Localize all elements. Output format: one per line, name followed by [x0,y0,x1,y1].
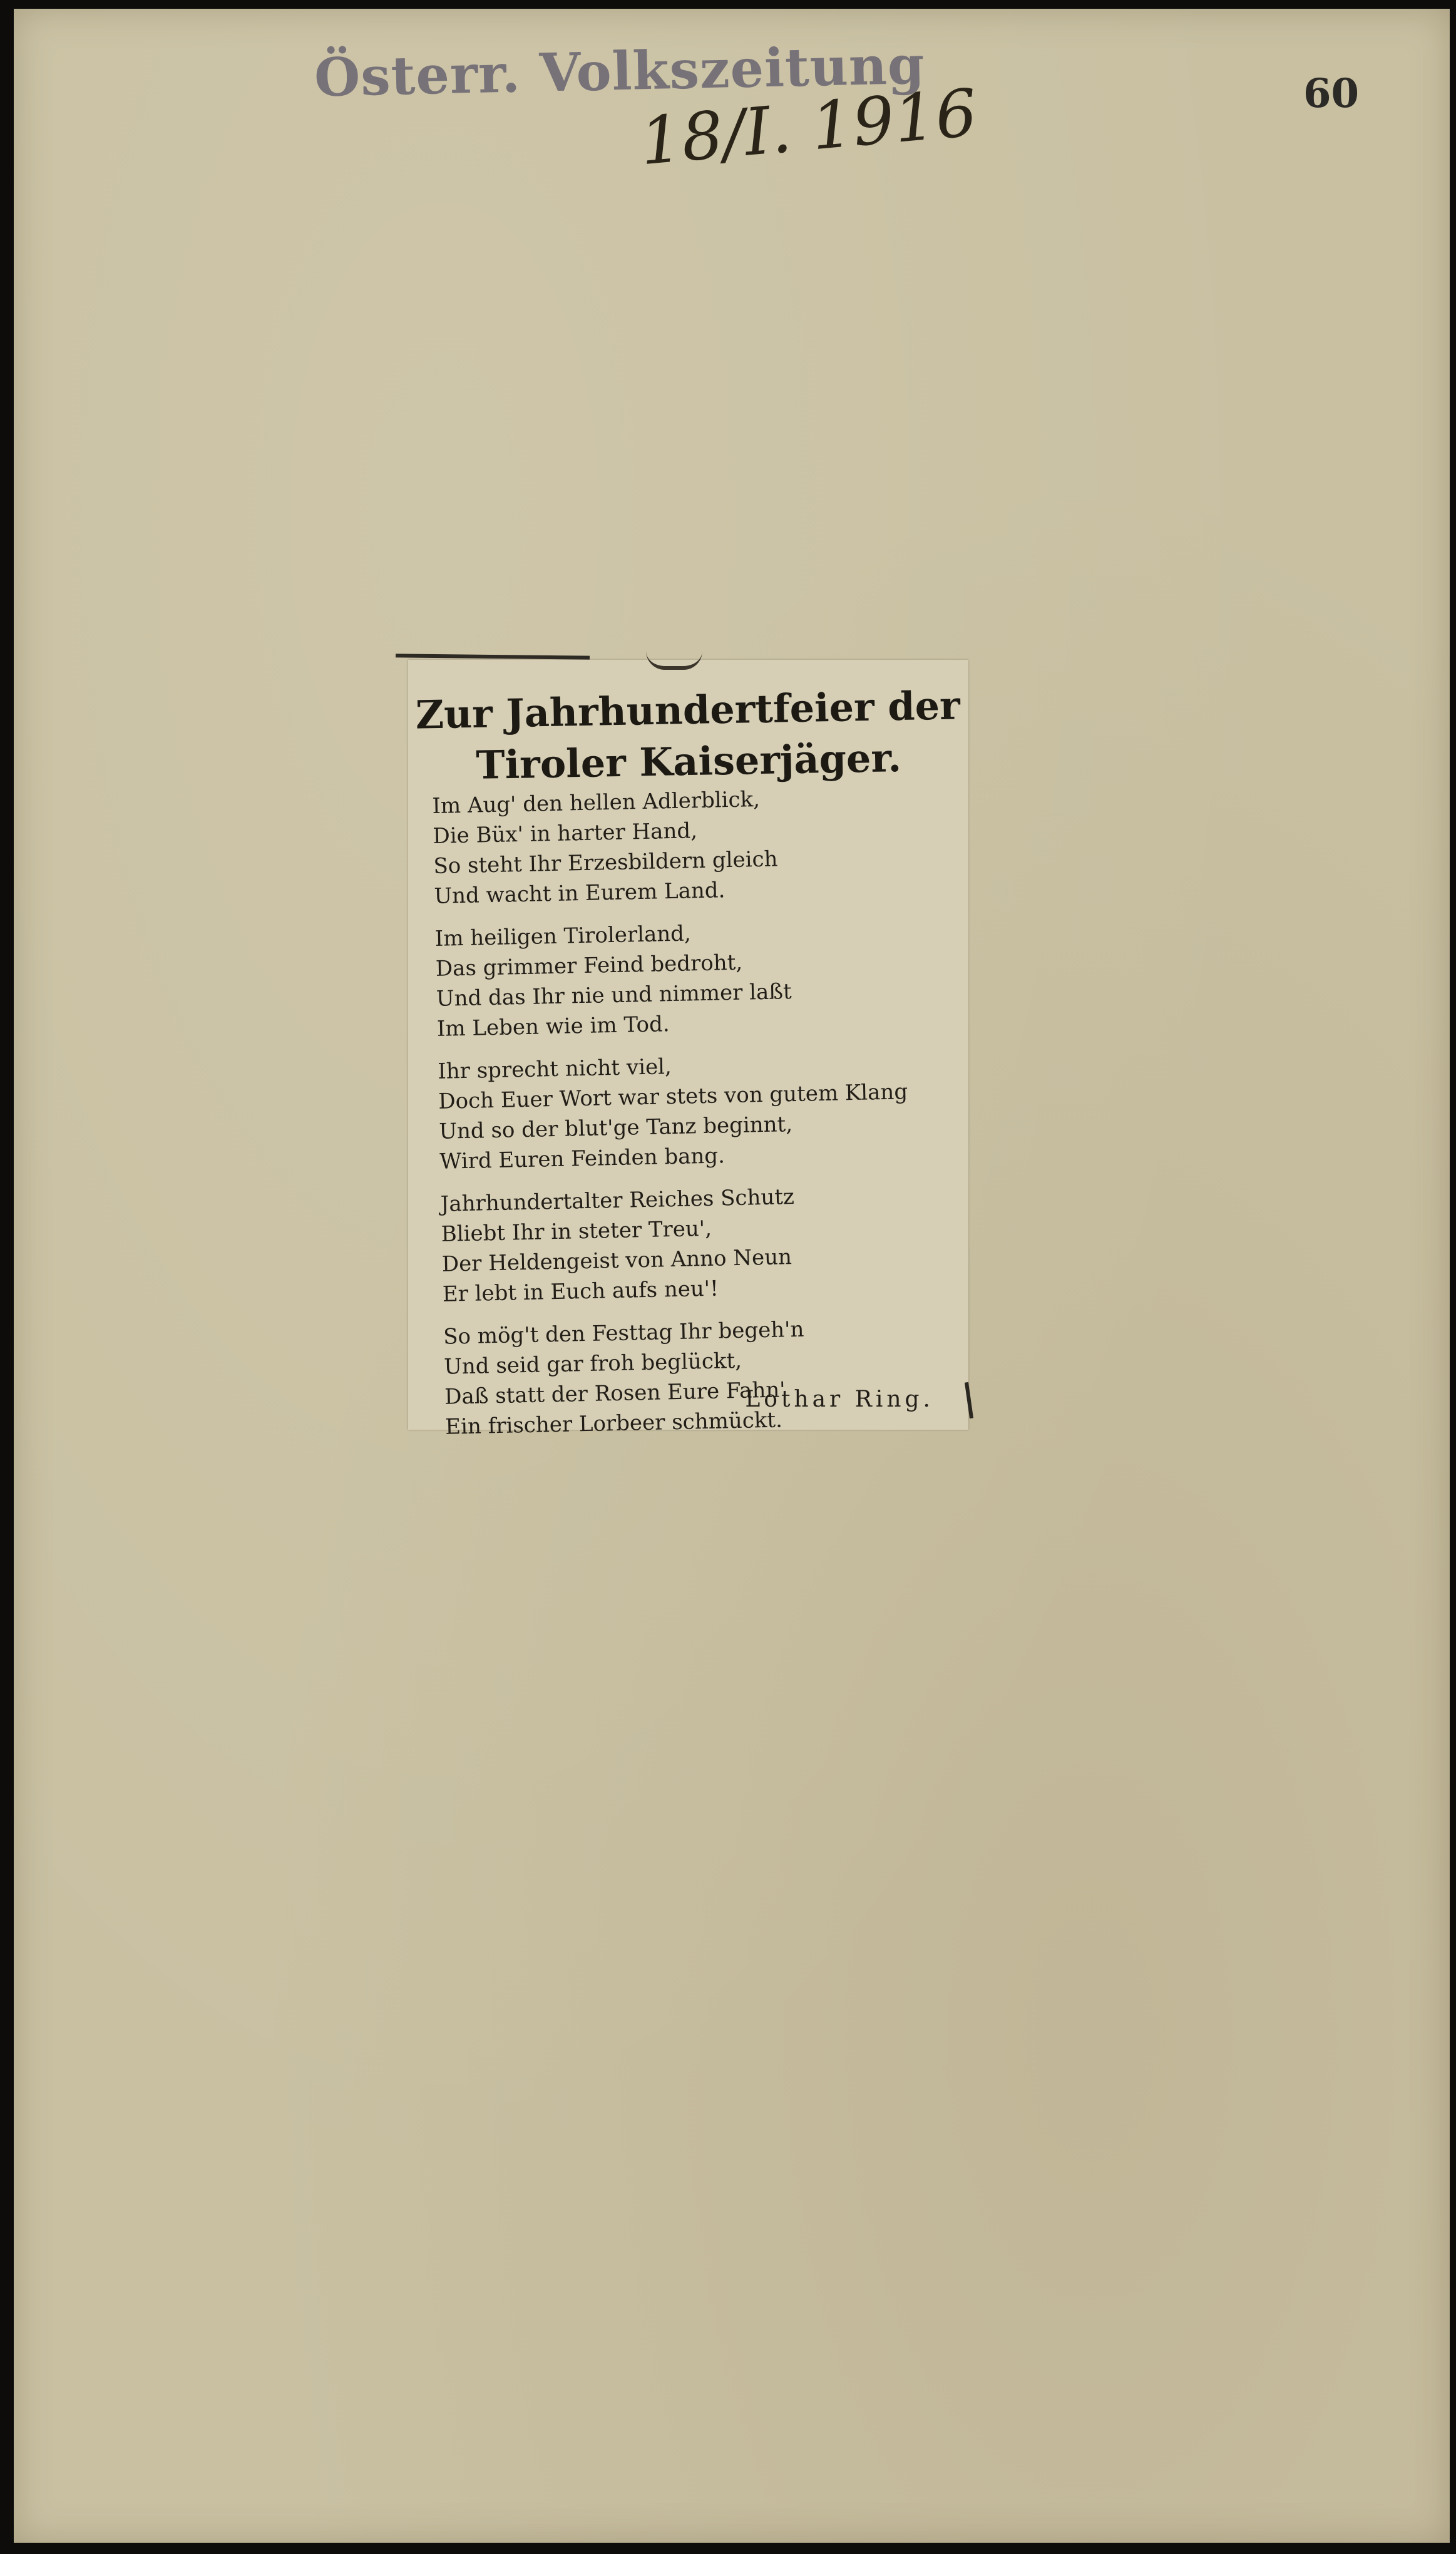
poem-body [432,781,965,1455]
poem-line: Ein frischer Lorbeer schmückt. [444,1407,783,1440]
poem-line: Der Heldengeist von Anno Neun [441,1244,792,1277]
newspaper-clipping [408,660,968,1440]
clipping-top-rule [396,654,590,659]
archive-sheet [14,9,1450,2543]
handwritten-date: 18/I. 1916 [637,74,980,180]
poem-line: Im Aug' den hellen Adlerblick, [432,787,761,819]
page-number: 60 [1303,70,1360,117]
stanza-2 [434,913,956,1044]
ornament-icon [646,651,702,670]
poem-line: Wird Euren Feinden bang. [439,1143,725,1174]
poem-line: Und seid gar froh beglückt, [443,1348,742,1380]
poem-line: Doch Euer Wort war stets von gutem Klang [438,1079,908,1114]
clipping-edge-mark [965,1382,973,1418]
poem-line: Bliebt Ihr in steter Treu', [441,1216,712,1247]
stanza-4 [440,1178,962,1309]
poem-author: Lothar Ring. [745,1387,934,1412]
poem-line: Und das Ihr nie und nimmer laßt [436,979,792,1012]
poem-line: Und wacht in Eurem Land. [434,878,725,909]
poem-line: Im heiligen Tirolerland, [434,921,692,951]
newspaper-stamp: Österr. Volkszeitung [314,33,926,109]
poem-line: Und so der blut'ge Tanz beginnt, [438,1112,793,1144]
poem-line: Er lebt in Euch aufs neu'! [442,1276,719,1307]
stanza-1 [432,781,954,911]
stanza-5 [443,1311,965,1442]
poem-title [408,680,970,792]
poem-line: Die Büx' in harter Hand, [433,818,698,849]
poem-line: So mög't den Festtag Ihr begeh'n [443,1316,804,1350]
poem-title-line-1: Zur Jahrhundertfeier der [415,682,961,738]
poem-title-line-2: Tiroler Kaiserjäger. [475,735,902,788]
stanza-3 [438,1046,960,1177]
poem-line: Im Leben wie im Tod. [436,1012,670,1042]
poem-line: Daß statt der Rosen Eure Fahn' [444,1377,786,1410]
poem-line: Ihr sprecht nicht viel, [437,1054,672,1084]
poem-line: Das grimmer Feind bedroht, [435,950,743,982]
poem-line: So steht Ihr Erzesbildern gleich [433,846,778,879]
poem-line: Jahrhundertalter Reiches Schutz [440,1184,795,1217]
